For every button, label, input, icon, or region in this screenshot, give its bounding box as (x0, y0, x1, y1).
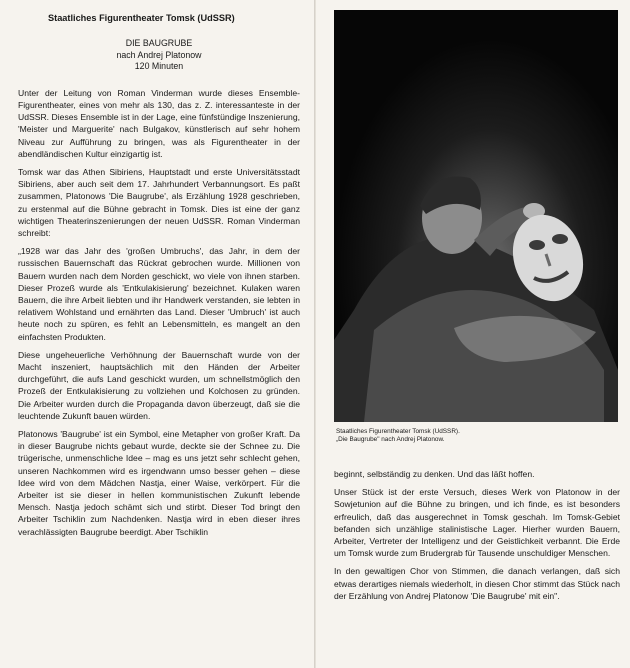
play-title: DIE BAUGRUBE (125, 38, 193, 49)
play-author: nach Andrej Platonow (116, 49, 202, 60)
caption-line: Staatliches Figurentheater Tomsk (UdSSR). (336, 428, 460, 435)
play-info (18, 38, 300, 73)
left-paragraph: Platonows 'Baugrube' ist ein Symbol, eine Metapher von großer Kraft. Da in dieser Baugrube nichts gebaut wurde, deckte sie der Schnee zu. Die trügerische, unmenschliche Idee – mag es uns jetzt sehr schlecht gehen, unseren Nachkommen wird es irgendwann umso besser gehen – diese Idee wird von dem Mädchen Nastja, einer Waise, verkörpert. Für die Arbeiter ist sie dieser in hellen kommunistischen Zukunft lebende Mensch. Nastja jedoch schämt sich und stirbt. Dieser Tod bringt den Arbeiter Tschiklin zum Nachdenken. Nastja wird in eben dieser ihres verachlässigten Baugrube beerdigt. Aber Tschiklin (18, 428, 300, 537)
right-paragraph: In den gewaltigen Chor von Stimmen, die danach verlangen, daß sich etwas derartiges niemals wiederholt, in diesen Chor stimmt das Stück nach der Erzählung von Andrej Platonow 'Die Baugrube' mit ein". (334, 566, 620, 601)
photo-caption (336, 428, 616, 444)
left-paragraph: „1928 war das Jahr des 'großen Umbruchs', das Jahr, in dem der russischen Bauernschaft das Rückrat gebrochen wurde. Millionen von Bauern wurden nach dem Norden geschickt, wo viele von ihnen starben. Dieser Prozeß wurde als 'Entkulakisierung' bezeichnet. Kulaken waren Bauern, die ihre Arbeit liebten und ihr Handwerk verstanden, sie lebten in relativem Wohlstand und ernährten das Land. Dieser 'Umbruch' ist auch heute noch zu spüren, es fehlt an Lebensmitteln, es mangelt an den einfachsten Produkten. (18, 246, 300, 342)
left-column (18, 12, 300, 544)
page-fold (314, 0, 316, 668)
stage-photo-image (334, 10, 618, 422)
theater-heading: Staatliches Figurentheater Tomsk (UdSSR) (48, 13, 235, 23)
right-paragraph: beginnt, selbständig zu denken. Und das läßt hoffen. (334, 469, 535, 479)
right-paragraph: Unser Stück ist der erste Versuch, dieses Werk von Platonow in der Sowjetunion auf die Bühne zu bringen, und ich finde, es ist besonders erfreulich, daß das ausgerechnet in Tomsk geschah. Im Tomsk-Gebiet befanden sich unzählige stalinistische Lager. Hierher wurden Bauern, Arbeiter, Vertreter der Intelligenz und der Geistlichkeit verbannt. Die Erde um Tomsk wurde zum Brudergrab für Tausende unschuldiger Menschen. (334, 487, 620, 559)
left-paragraph: Tomsk war das Athen Sibiriens, Hauptstadt und erste Universitätsstadt Sibiriens, aber auch seit dem 17. Jahrhundert Verbannungsort. Es paßt zusammen, Platonows 'Die Baugrube', als Erzählung 1928 geschrieben, zu erstenmal auf die Bühne gebracht in Tomsk. Dies ist eine der ganz wichtigen Theaterinszenierungen der neuen UdSSR. Roman Vinderman schreibt: (18, 166, 300, 238)
stage-photo (334, 10, 618, 422)
play-duration: 120 Minuten (134, 61, 184, 72)
left-paragraph: Unter der Leitung von Roman Vinderman wurde dieses Ensemble-Figurentheater, eines von mehr als 130, das z. Z. interessanteste in der UdSSR. Dieses Ensemble ist in der Lage, eine fünfstündige Inszenierung, 'Meister und Marguerite' nach Bulgakov, künstlerisch auf sehr hohem Niveau zur Aufführung zu bringen, was als Figurentheater in der abendländischen Kultur einzigartig ist. (18, 87, 300, 159)
right-column (334, 468, 620, 608)
left-paragraph: Diese ungeheuerliche Verhöhnung der Bauernschaft wurde von der Macht inszeniert, hauptsächlich mit den Händen der Arbeiter durchgeführt, die aufs Land geschickt wurden, um schnellstmöglich den Prozeß der Entkulakisierung zu vollziehen und Kolchosen zu gründen. Die Arbeiter wurden durch die Propaganda davon überzeugt, daß sie die leuchtende Zukunft bauen würden. (18, 349, 300, 421)
caption-line: „Die Baugrube" nach Andrej Platonow. (336, 436, 445, 443)
